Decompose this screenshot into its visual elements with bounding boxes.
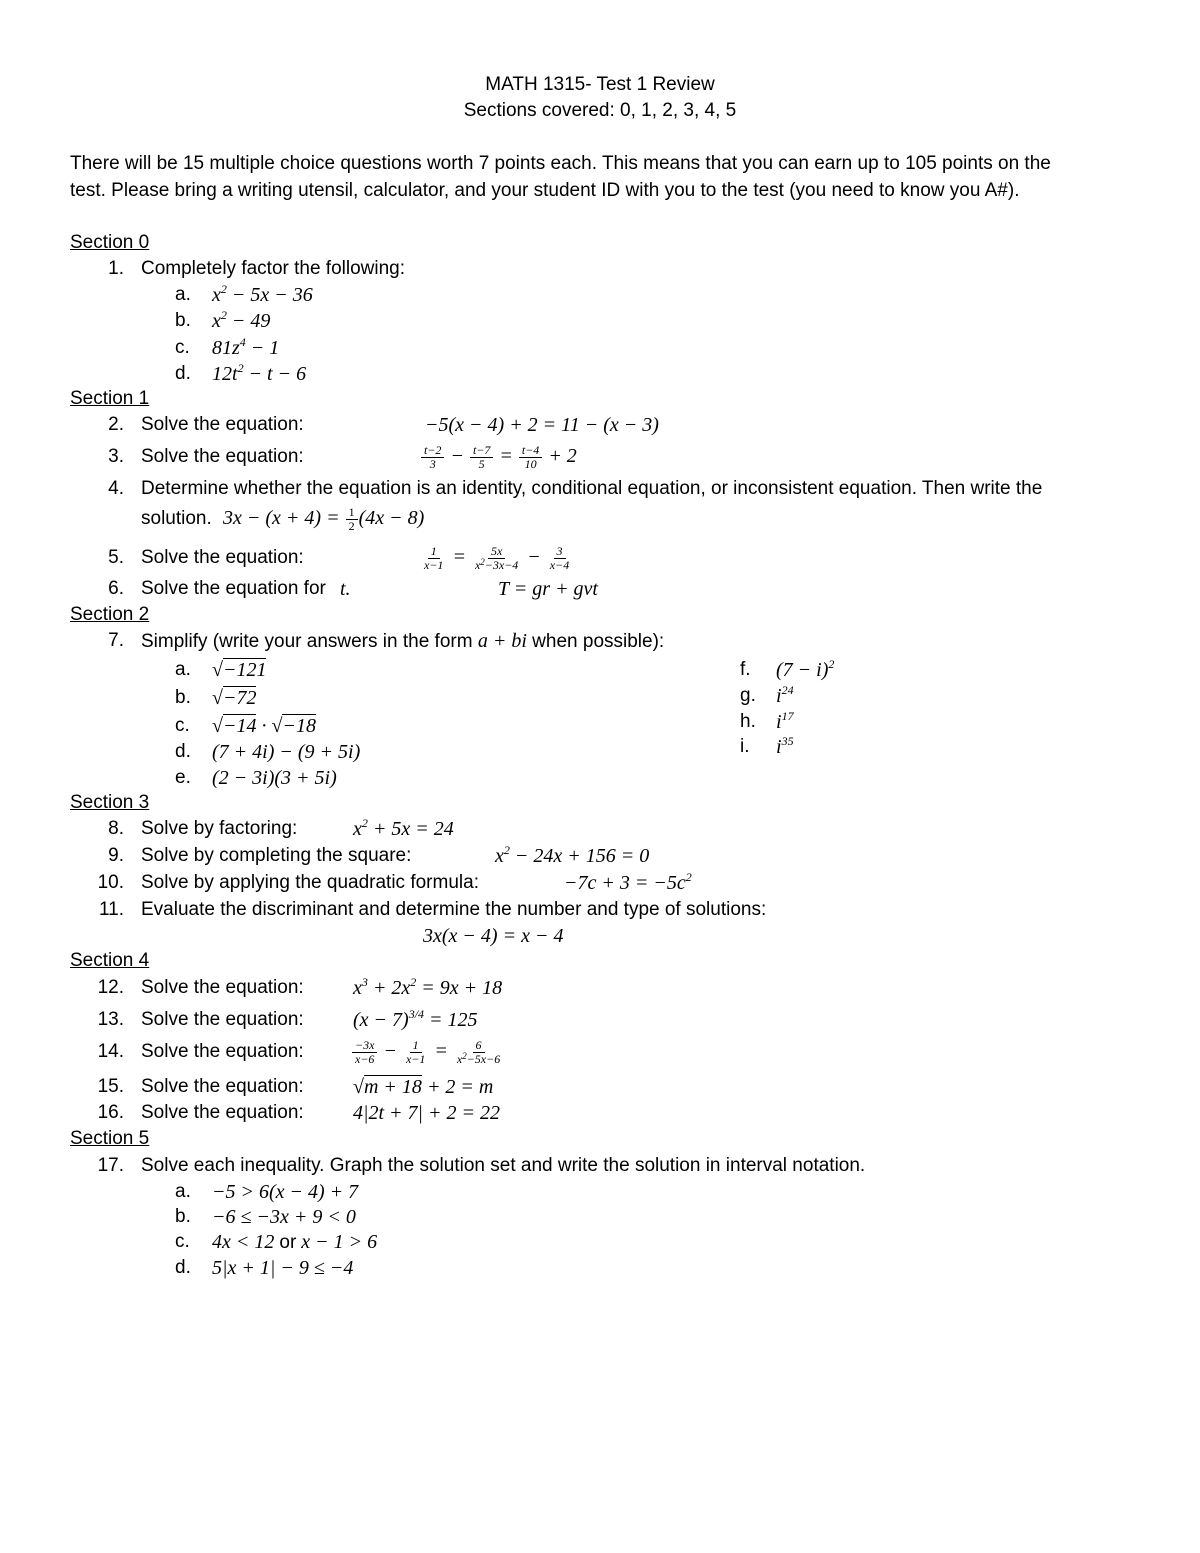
q8-number: 8. xyxy=(108,818,124,839)
q7i-label: i. xyxy=(740,736,750,757)
q7c-expression: √−14 · √−18 xyxy=(212,715,316,737)
q15-expression: √m + 18 + 2 = m xyxy=(353,1076,494,1098)
q7b-label: b. xyxy=(175,687,191,708)
q1c-expression: $81z^4 - 1$ xyxy=(212,335,280,359)
q5-expression: $\frac{1}{x-1}$ = $\frac{5x}{x^2-3x-4}$ − $\frac{3}{x-4}$ xyxy=(424,543,570,572)
q17b-label: b. xyxy=(175,1206,191,1227)
q14-expression: $\frac{-3x}{x-6}$ − $\frac{1}{x-1}$ = $\frac{6}{x^2-5x-6}$ xyxy=(351,1032,504,1070)
q7-text-pre: Simplify (write your answers in the form xyxy=(141,631,473,652)
q7i-expression: $i^{35}$ xyxy=(776,734,794,758)
q7d-expression: (7 + 4i) − (9 + 5i) xyxy=(212,741,361,763)
q7e-label: e. xyxy=(175,767,191,788)
q7f-expression: $(7 - i)^2$ xyxy=(776,657,835,681)
q17b-expression: −6 ≤ −3x + 9 < 0 xyxy=(212,1206,356,1228)
q10-expression: $-7c + 3 = -5c^2$ xyxy=(564,870,692,894)
page-subtitle: Sections covered: 0, 1, 2, 3, 4, 5 xyxy=(463,100,737,121)
q4-text-line-1: Determine whether the equation is an identity, conditional equation, or inconsistent equation. Then write the xyxy=(141,478,1043,499)
q11-number: 11. xyxy=(98,899,124,920)
intro-line-2: test. Please bring a writing utensil, calculator, and your student ID with you to the test (you need to know you A#). xyxy=(70,180,1020,201)
q17d-label: d. xyxy=(175,1257,191,1278)
q7g-label: g. xyxy=(740,685,756,706)
q17c-expression: 4x < 12 or x − 1 > 6 xyxy=(212,1231,378,1253)
q3-text: Solve the equation: xyxy=(141,446,304,467)
q10-text: Solve by applying the quadratic formula: xyxy=(141,872,479,893)
q1d-label: d. xyxy=(175,363,191,384)
q10-number: 10. xyxy=(97,872,124,893)
q13-text: Solve the equation: xyxy=(141,1009,304,1030)
q7g-expression: $i^{24}$ xyxy=(776,683,794,707)
q7f-label: f. xyxy=(740,659,751,680)
q17-number: 17. xyxy=(97,1155,124,1176)
q13-expression: $(x - 7)^{3/4} = 125$ xyxy=(353,1007,478,1031)
q6-number: 6. xyxy=(108,578,124,599)
q16-number: 16. xyxy=(97,1102,124,1123)
q3-expression: $\frac{t-2}{3}$ − $\frac{t-7}{5}$ = $\frac{t-4}{10}$ + 2 xyxy=(420,437,577,475)
section-4-heading: Section 4 xyxy=(70,950,150,971)
q6-text: Solve the equation for xyxy=(141,578,326,599)
q3-number: 3. xyxy=(108,446,124,467)
section-3-heading: Section 3 xyxy=(70,792,150,813)
q7d-label: d. xyxy=(175,741,191,762)
q4-text-line-2: solution. xyxy=(141,508,212,529)
q7c-label: c. xyxy=(175,715,190,736)
q17a-expression: −5 > 6(x − 4) + 7 xyxy=(212,1181,359,1203)
q9-expression: $x^2 - 24x + 156 = 0$ xyxy=(495,843,650,867)
q9-text: Solve by completing the square: xyxy=(141,845,412,866)
section-5-heading: Section 5 xyxy=(70,1128,150,1149)
q11-text: Evaluate the discriminant and determine the number and type of solutions: xyxy=(141,899,767,920)
q1c-label: c. xyxy=(175,337,190,358)
q4-expression: 3x − (x + 4) = $\frac{1}{2}$ (4x − 8) xyxy=(223,504,425,533)
q17c-label: c. xyxy=(175,1231,190,1252)
q14-number: 14. xyxy=(97,1041,124,1062)
q16-text: Solve the equation: xyxy=(141,1102,304,1123)
q7-text-post: when possible): xyxy=(532,631,665,652)
q2-number: 2. xyxy=(108,414,124,435)
q11-expression: 3x(x − 4) = x − 4 xyxy=(423,925,564,947)
section-2-heading: Section 2 xyxy=(70,604,150,625)
q7h-label: h. xyxy=(740,711,756,732)
q2-expression: −5(x − 4) + 2 = 11 − (x − 3) xyxy=(425,414,659,436)
q6-expression: T = gr + gvt xyxy=(498,578,598,600)
q13-number: 13. xyxy=(97,1009,124,1030)
q12-expression: $x^3 + 2x^2 = 9x + 18$ xyxy=(353,975,503,999)
section-1-heading: Section 1 xyxy=(70,388,150,409)
section-0-heading: Section 0 xyxy=(70,232,150,253)
q7-form: a + bi xyxy=(477,630,527,652)
q8-text: Solve by factoring: xyxy=(141,818,298,839)
q15-number: 15. xyxy=(97,1076,124,1097)
q17-text: Solve each inequality. Graph the solution set and write the solution in interval notation. xyxy=(141,1155,866,1176)
q7a-expression: √−121 xyxy=(212,659,267,681)
q7-text xyxy=(141,629,664,654)
q5-text: Solve the equation: xyxy=(141,547,304,568)
q14-text: Solve the equation: xyxy=(141,1041,304,1062)
q17a-label: a. xyxy=(175,1181,191,1202)
q4-number: 4. xyxy=(108,478,124,499)
q12-number: 12. xyxy=(97,977,124,998)
q9-number: 9. xyxy=(108,845,124,866)
q8-expression: $x^2 + 5x = 24$ xyxy=(353,816,454,840)
q16-expression: 4|2t + 7| + 2 = 22 xyxy=(353,1102,501,1124)
q1b-expression: $x^2 - 49$ xyxy=(212,308,271,332)
q1b-label: b. xyxy=(175,310,191,331)
q2-text: Solve the equation: xyxy=(141,414,304,435)
q12-text: Solve the equation: xyxy=(141,977,304,998)
q1a-expression: $x^2 - 5x - 36$ xyxy=(212,282,313,306)
q1-number: 1. xyxy=(108,258,124,279)
q7a-label: a. xyxy=(175,659,191,680)
q5-number: 5. xyxy=(108,547,124,568)
page-title: MATH 1315- Test 1 Review xyxy=(485,74,715,95)
q17d-expression: 5|x + 1| − 9 ≤ −4 xyxy=(212,1257,354,1279)
q7e-expression: (2 − 3i)(3 + 5i) xyxy=(212,767,337,789)
q1d-expression: $12t^2 - t - 6$ xyxy=(212,361,307,385)
intro-line-1: There will be 15 multiple choice questions worth 7 points each. This means that you can earn up to 105 points on the xyxy=(70,153,1051,174)
q7b-expression: √−72 xyxy=(212,687,257,709)
q1a-label: a. xyxy=(175,284,191,305)
q7h-expression: $i^{17}$ xyxy=(776,709,794,733)
q1-text: Completely factor the following: xyxy=(141,258,406,279)
q15-text: Solve the equation: xyxy=(141,1076,304,1097)
q7-number: 7. xyxy=(108,630,124,651)
q6-variable: t. xyxy=(340,578,351,600)
